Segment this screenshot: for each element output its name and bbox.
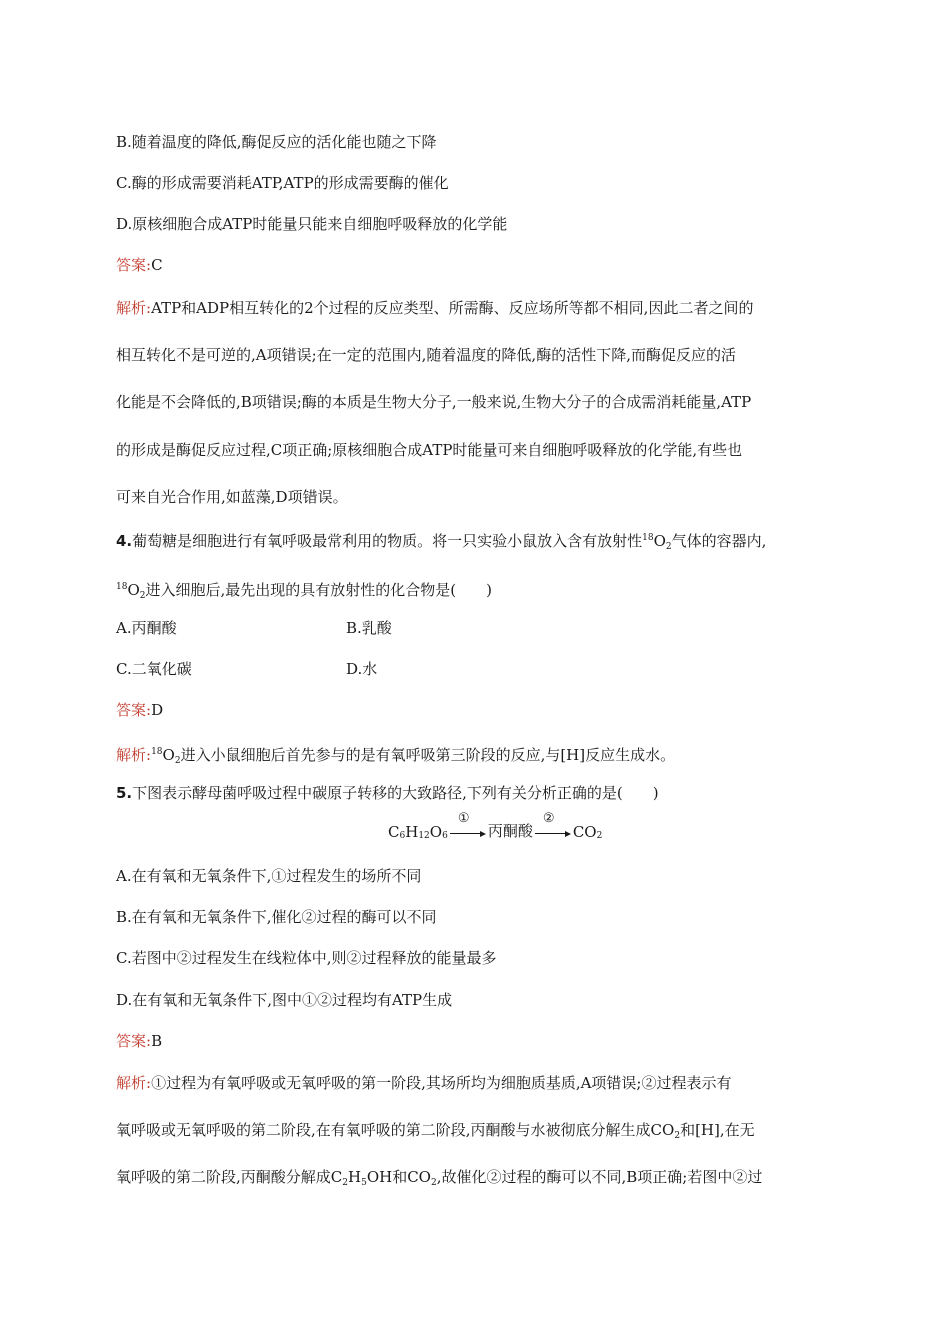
q3-analysis-line-2: 相互转化不是可逆的,A项错误;在一定的范围内,随着温度的降低,酶的活性下降,而酶促反应的活 <box>116 346 736 364</box>
analysis-label: 解析: <box>116 1074 152 1092</box>
q3-analysis-line-3: 化能是不会降低的,B项错误;酶的本质是生物大分子,一般来说,生物大分子的合成需消耗能量,ATP <box>116 393 752 411</box>
q5-option-a: A.在有氧和无氧条件下,①过程发生的场所不同 <box>116 867 422 885</box>
isotope-subscript: 2 <box>139 591 146 601</box>
analysis-label: 解析: <box>116 746 152 764</box>
q4-stem-line-2 <box>116 577 492 606</box>
isotope-mass: 18 <box>116 582 128 592</box>
glucose-formula: $C_6H_{12}O_6$ <box>388 823 448 841</box>
isotope-element: O <box>127 581 140 599</box>
stem-text: 下图表示酵母菌呼吸过程中碳原子转移的大致路径,下列有关分析正确的是( ) <box>132 784 659 802</box>
q5-analysis-line-3: 氧呼吸的第二阶段,丙酮酸分解成$C_2H_5OH$和$CO_2$,故催化②过程的酶可以不同,B项正确;若图中②过 <box>116 1168 763 1188</box>
q5-stem <box>116 783 659 803</box>
q4-option-c: C.二氧化碳 <box>116 660 192 678</box>
step-1-label: ① <box>457 811 470 826</box>
isotope-element: O <box>653 532 666 550</box>
analysis-label: 解析: <box>116 299 152 317</box>
arrow-step-2 <box>535 811 571 841</box>
q5-analysis-line-1 <box>116 1073 732 1093</box>
q3-analysis-line-4: 的形成是酶促反应过程,C项正确;原核细胞合成ATP时能量可来自细胞呼吸释放的化学能,有些也 <box>116 441 743 459</box>
q4-option-a: A.丙酮酸 <box>116 619 177 637</box>
stem-text: 葡萄糖是细胞进行有氧呼吸最常利用的物质。将一只实验小鼠放入含有放射性 <box>132 532 643 550</box>
arrow-step-1 <box>450 811 486 841</box>
pyruvate-label: 丙酮酸 <box>487 822 533 840</box>
question-number: 5. <box>116 784 133 802</box>
q3-answer <box>116 255 163 275</box>
isotope-subscript: 2 <box>174 756 181 766</box>
analysis-text: ATP和ADP相互转化的2个过程的反应类型、所需酶、反应场所等都不相同,因此二者之间的 <box>151 299 754 317</box>
q3-option-b: B.随着温度的降低,酶促反应的活化能也随之下降 <box>116 133 437 151</box>
q5-option-b: B.在有氧和无氧条件下,催化②过程的酶可以不同 <box>116 908 437 926</box>
analysis-text: ①过程为有氧呼吸或无氧呼吸的第一阶段,其场所均为细胞质基质,A项错误;②过程表示有 <box>151 1074 732 1092</box>
answer-label: 答案: <box>116 701 152 719</box>
q3-analysis-line-1 <box>116 298 753 318</box>
answer-value: D <box>151 701 164 719</box>
answer-value: B <box>151 1032 163 1050</box>
analysis-text: 进入小鼠细胞后首先参与的是有氧呼吸第三阶段的反应,与[H]反应生成水。 <box>180 746 676 764</box>
isotope-subscript: 2 <box>665 542 672 552</box>
q5-analysis-line-2: 氧呼吸或无氧呼吸的第二阶段,在有氧呼吸的第二阶段,丙酮酸与水被彻底分解生成$CO_2$和[H],在无 <box>116 1121 755 1141</box>
isotope-mass: 18 <box>642 533 654 543</box>
answer-label: 答案: <box>116 256 152 274</box>
reaction-equation <box>388 811 603 850</box>
q3-analysis-line-5: 可来自光合作用,如蓝藻,D项错误。 <box>116 488 348 506</box>
q4-analysis <box>116 742 675 771</box>
q3-option-c: C.酶的形成需要消耗ATP,ATP的形成需要酶的催化 <box>116 174 449 192</box>
q4-option-d: D.水 <box>346 660 378 678</box>
q4-option-b: B.乳酸 <box>346 619 392 637</box>
answer-label: 答案: <box>116 1032 152 1050</box>
q4-answer <box>116 700 163 720</box>
co2-formula: $CO_2$ <box>572 823 603 841</box>
q4-stem-line-1 <box>116 528 766 557</box>
step-2-label: ② <box>542 811 555 826</box>
isotope-mass: 18 <box>151 747 163 757</box>
q3-option-d: D.原核细胞合成ATP时能量只能来自细胞呼吸释放的化学能 <box>116 215 508 233</box>
q5-option-c: C.若图中②过程发生在线粒体中,则②过程释放的能量最多 <box>116 949 497 967</box>
q5-answer <box>116 1031 162 1051</box>
isotope-element: O <box>162 746 175 764</box>
q5-option-d: D.在有氧和无氧条件下,图中①②过程均有ATP生成 <box>116 991 453 1009</box>
stem-text: 气体的容器内, <box>671 532 767 550</box>
question-number: 4. <box>116 532 133 550</box>
answer-value: C <box>151 256 163 274</box>
stem-text: 进入细胞后,最先出现的具有放射性的化合物是( ) <box>145 581 492 599</box>
